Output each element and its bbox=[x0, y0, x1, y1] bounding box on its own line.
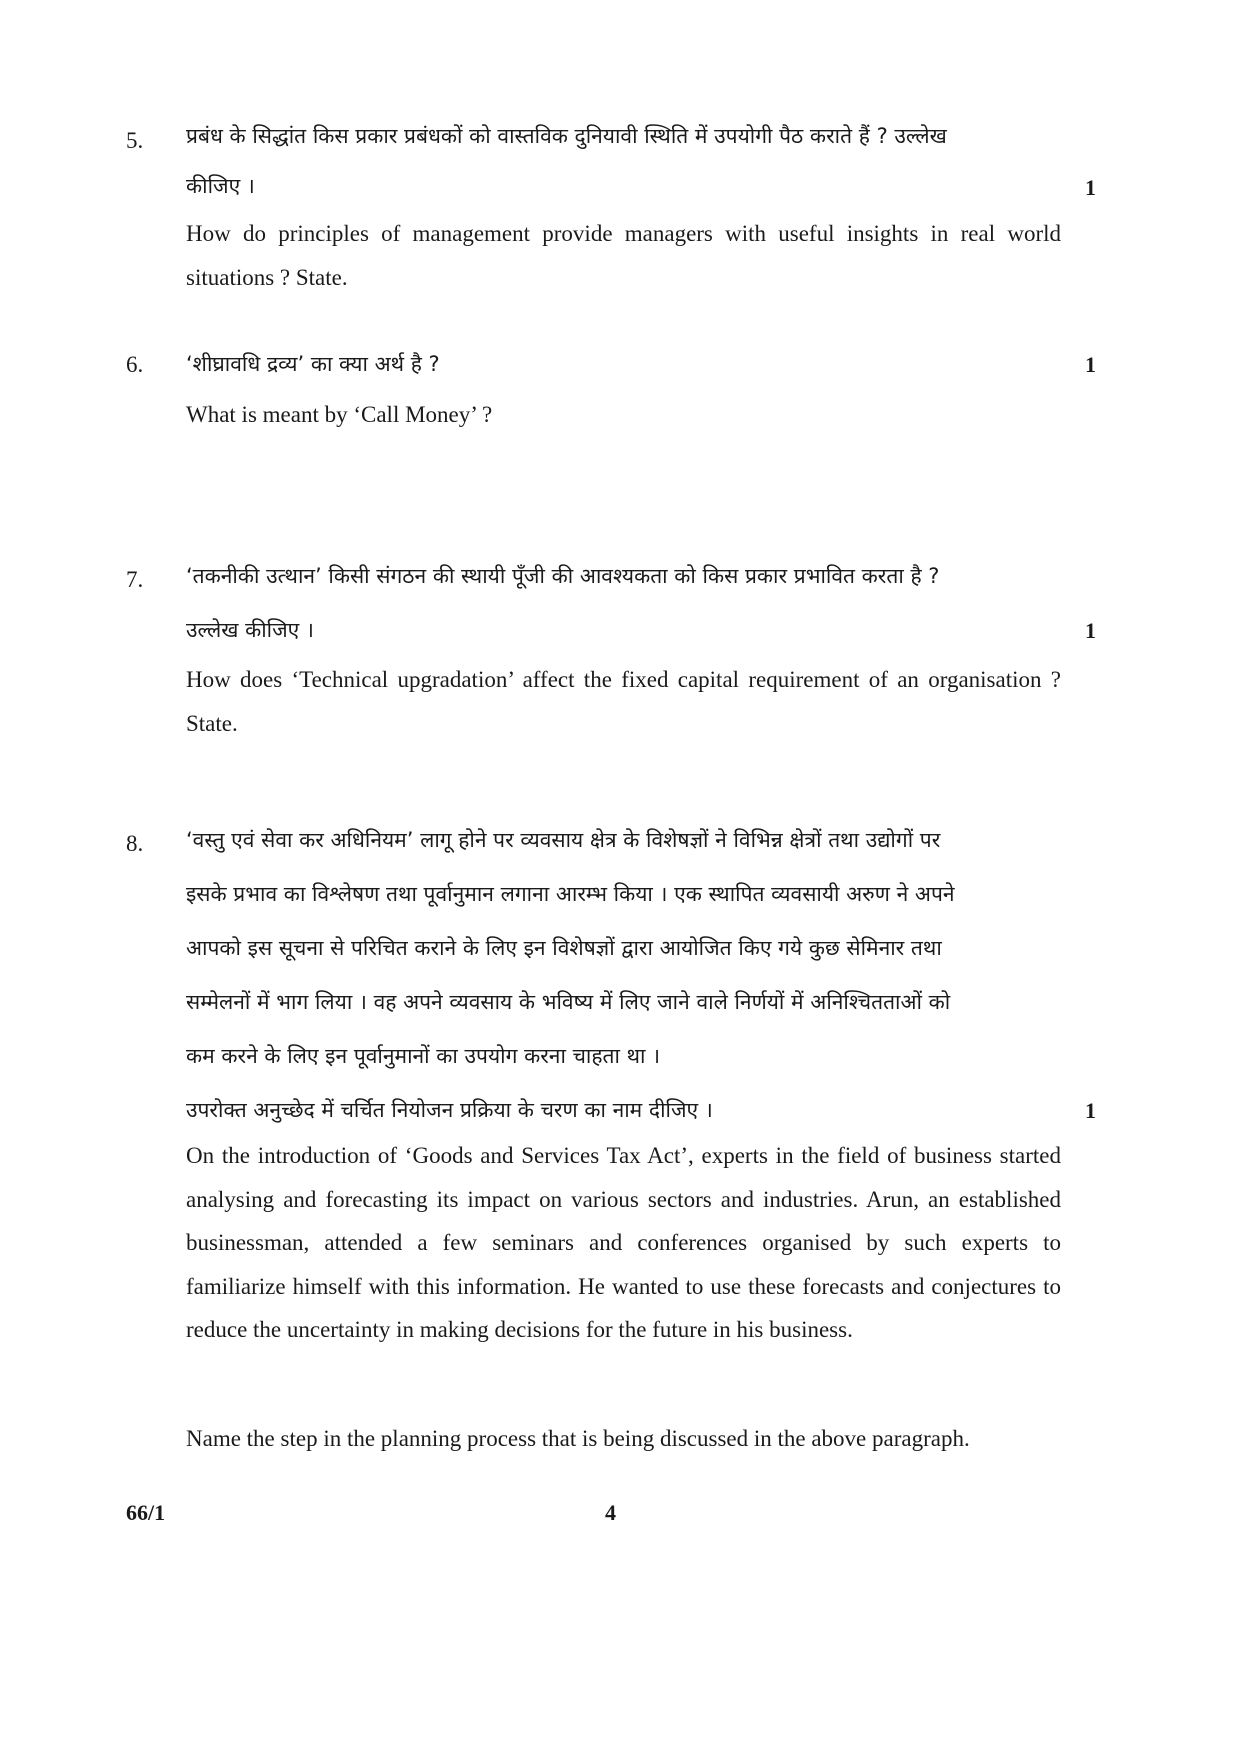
english-question: Name the step in the planning process that is being discussed in the above paragraph. bbox=[186, 1426, 970, 1451]
marks: 1 bbox=[1085, 352, 1096, 377]
hindi-line: आपको इस सूचना से परिचित कराने के लिए इन विशेषज्ञों द्वारा आयोजित किए गये कुछ सेमिनार तथा bbox=[186, 936, 942, 960]
question-number: 6. bbox=[126, 352, 144, 377]
question-number: 5. bbox=[126, 128, 144, 153]
hindi-line: उल्लेख कीजिए । bbox=[186, 618, 314, 642]
page-number: 4 bbox=[605, 1500, 616, 1525]
english-text: How do principles of management provide managers with useful insights in real world situations ? State. bbox=[186, 221, 1061, 290]
marks: 1 bbox=[1085, 618, 1096, 643]
hindi-line: ‘तकनीकी उत्थान’ किसी संगठन की स्थायी पूँजी की आवश्यकता को किस प्रकार प्रभावित करता है ? bbox=[186, 564, 940, 588]
hindi-question: उपरोक्त अनुच्छेद में चर्चित नियोजन प्रक्रिया के चरण का नाम दीजिए । bbox=[186, 1098, 713, 1122]
hindi-line: कीजिए । bbox=[186, 174, 255, 198]
english-text: On the introduction of ‘Goods and Services Tax Act’, experts in the field of business started analysing and forecasting its impact on various sectors and industries. Arun, an established businessman, attended a few seminars and conferences organised by such experts to familiarize himself with this information. He wanted to use these forecasts and conjectures to reduce the uncertainty in making decisions for the future in his business. bbox=[186, 1143, 1061, 1342]
marks: 1 bbox=[1085, 175, 1096, 200]
hindi-line: ‘वस्तु एवं सेवा कर अधिनियम’ लागू होने पर व्यवसाय क्षेत्र के विशेषज्ञों ने विभिन्न क्षेत्रों तथा उद्योगों पर bbox=[186, 828, 941, 852]
english-text: How does ‘Technical upgradation’ affect the fixed capital requirement of an organisation ? State. bbox=[186, 667, 1061, 736]
marks: 1 bbox=[1085, 1098, 1096, 1123]
question-number: 8. bbox=[126, 831, 144, 856]
question-number: 7. bbox=[126, 567, 144, 592]
english-text: What is meant by ‘Call Money’ ? bbox=[186, 402, 493, 427]
hindi-line: ‘शीघ्रावधि द्रव्य’ का क्या अर्थ है ? bbox=[186, 352, 440, 376]
hindi-line: सम्मेलनों में भाग लिया । वह अपने व्यवसाय के भविष्य में लिए जाने वाले निर्णयों में अनिश्चितताओं को bbox=[186, 990, 951, 1014]
hindi-line: प्रबंध के सिद्धांत किस प्रकार प्रबंधकों को वास्तविक दुनियावी स्थिति में उपयोगी पैठ कराते हैं ? उल्लेख bbox=[186, 124, 947, 148]
paper-code: 66/1 bbox=[126, 1500, 166, 1525]
hindi-line: कम करने के लिए इन पूर्वानुमानों का उपयोग करना चाहता था । bbox=[186, 1044, 661, 1068]
hindi-line: इसके प्रभाव का विश्लेषण तथा पूर्वानुमान लगाना आरम्भ किया । एक स्थापित व्यवसायी अरुण ने अपने bbox=[186, 882, 955, 906]
